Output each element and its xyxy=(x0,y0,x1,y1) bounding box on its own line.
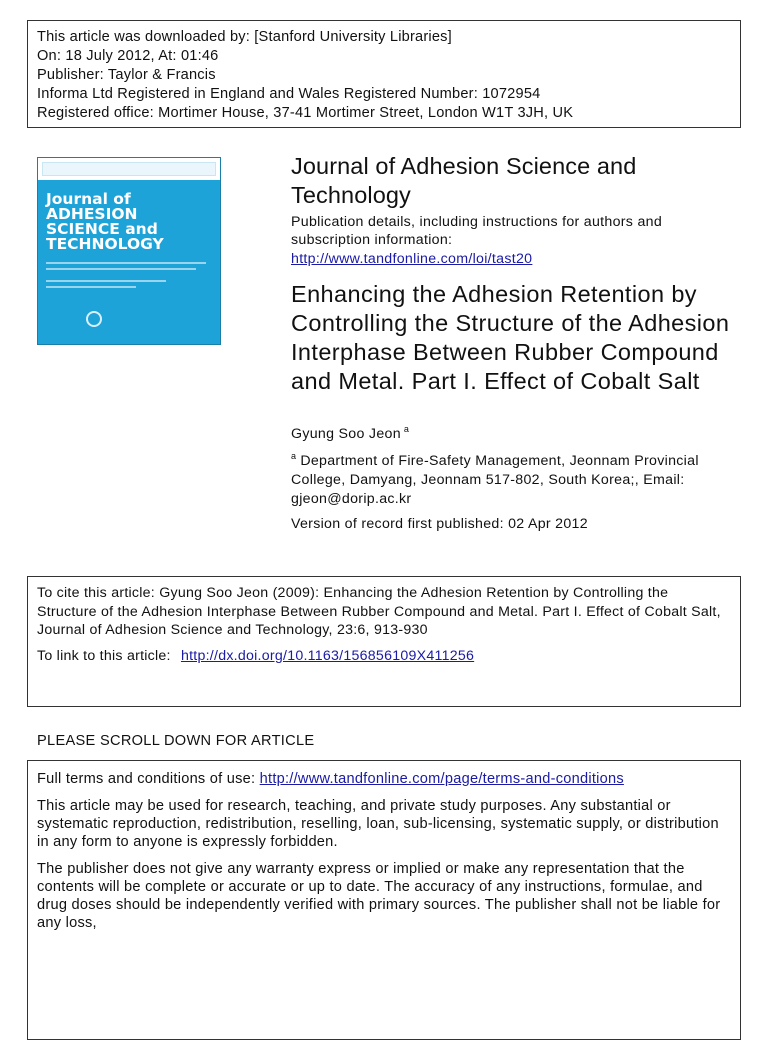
terms-paragraph: This article may be used for research, teaching, and private study purposes. Any substantial or systematic reproduction, redistribution, reselling, loan, sub-licensing, systematic supply, or distribution in any form to anyone is expressly forbidden. xyxy=(37,798,719,850)
cover-title-line: Journal of xyxy=(46,190,131,208)
cover-text-line xyxy=(46,286,136,288)
cover-text-line xyxy=(46,280,166,282)
article-author xyxy=(291,424,409,442)
article-link-line xyxy=(37,647,731,666)
cover-top-stripe xyxy=(38,158,220,180)
download-info-line: Informa Ltd Registered in England and Wales Registered Number: 1072954 xyxy=(37,86,541,102)
scroll-notice: PLEASE SCROLL DOWN FOR ARTICLE xyxy=(37,733,315,749)
citation-box xyxy=(27,576,741,707)
journal-info xyxy=(291,152,741,268)
version-of-record: Version of record first published: 02 Apr 2012 xyxy=(291,516,588,532)
journal-cover-image xyxy=(37,157,221,345)
journal-url-link[interactable]: http://www.tandfonline.com/loi/tast20 xyxy=(291,251,533,267)
cover-title-line: TECHNOLOGY xyxy=(46,235,164,253)
terms-link[interactable]: http://www.tandfonline.com/page/terms-and-conditions xyxy=(259,771,624,787)
doi-link[interactable]: http://dx.doi.org/10.1163/156856109X411256 xyxy=(180,647,475,664)
terms-paragraph: The publisher does not give any warranty express or implied or make any representation that the contents will be complete or accurate or up to date. The accuracy of any instructions, formulae, and drug doses should be independently verified with primary sources. The publisher shall not be liable for any loss, xyxy=(37,861,721,931)
publication-details: Publication details, including instructions for authors and subscription information: xyxy=(291,214,663,248)
cover-logo-icon xyxy=(86,311,102,327)
terms-box xyxy=(27,760,741,1040)
cover-text-line xyxy=(46,262,206,264)
cover-title-line: ADHESION xyxy=(46,205,138,223)
affiliation-text: Department of Fire-Safety Management, Jeonnam Provincial College, Damyang, Jeonnam 517-802, South Korea;, Email: gjeon@dorip.ac.kr xyxy=(291,453,699,507)
cover-title-line: SCIENCE and xyxy=(46,220,158,238)
journal-title: Journal of Adhesion Science and Technology xyxy=(291,153,637,208)
affiliation-marker: a xyxy=(291,451,297,461)
cover-title xyxy=(46,192,164,252)
download-info-line: This article was downloaded by: [Stanford University Libraries] xyxy=(37,29,452,45)
author-name: Gyung Soo Jeon xyxy=(291,426,401,442)
author-affiliation-marker: a xyxy=(403,424,410,434)
article-link-label: To link to this article: xyxy=(37,647,171,664)
author-affiliation xyxy=(291,447,736,509)
download-info-line: Publisher: Taylor & Francis xyxy=(37,67,216,83)
citation-text: To cite this article: Gyung Soo Jeon (2009): Enhancing the Adhesion Retention by Controlling the Structure of the Adhesion Interphase Between Rubber Compound and Metal. Part I. Effect of Cobalt Salt, Journal of Adhesion Science and Technology, 23:6, 913-930 xyxy=(37,585,721,638)
terms-label: Full terms and conditions of use: xyxy=(37,771,256,787)
download-info-box xyxy=(27,20,741,128)
download-info-line: Registered office: Mortimer House, 37-41 Mortimer Street, London W1T 3JH, UK xyxy=(37,105,574,121)
cover-text-line xyxy=(46,268,196,270)
download-info-line: On: 18 July 2012, At: 01:46 xyxy=(37,48,219,64)
terms-line xyxy=(37,770,731,788)
article-title: Enhancing the Adhesion Retention by Controlling the Structure of the Adhesion Interphase Between Rubber Compound and Metal. Part I. Effect of Cobalt Salt xyxy=(291,281,730,394)
